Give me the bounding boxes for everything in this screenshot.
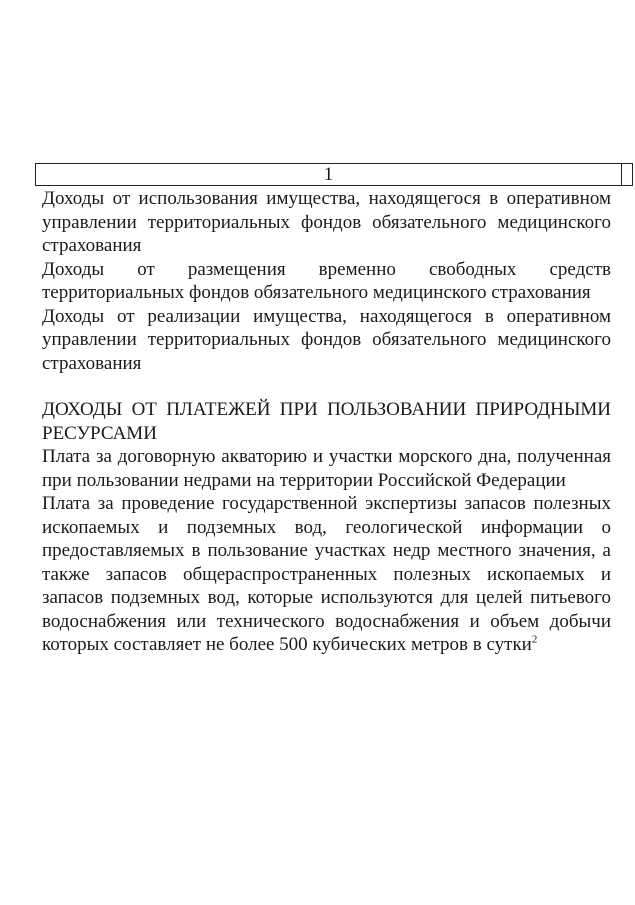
paragraph-expertise-fee: [42, 492, 611, 657]
document-body: [42, 187, 611, 657]
paragraph-expertise-fee-text: Плата за проведение государственной экспертизы запасов полезных ископаемых и подземных вод, геологической информации о предоставляемых в пользование участках недр местного значения, а также запасов общераспространенных полезных ископаемых и запасов подземных вод, которые используются для целей питьевого водоснабжения или технического водоснабжения и объем добычи которых составляет не более 500 кубических метров в сутки: [42, 493, 611, 655]
paragraph-income-temporary-funds: Доходы от размещения временно свободных средств территориальных фондов обязательного медицинского страхования: [42, 258, 611, 303]
paragraph-income-property-use: Доходы от использования имущества, находящегося в оперативном управлении территориальных фондов обязательного медицинского страхования: [42, 188, 611, 256]
footnote-mark: 2: [531, 633, 538, 646]
table-column-number: 1: [36, 164, 622, 185]
section-title: ДОХОДЫ ОТ ПЛАТЕЖЕЙ ПРИ ПОЛЬЗОВАНИИ ПРИРОДНЫМИ РЕСУРСАМИ: [42, 399, 611, 444]
paragraph-water-area-fee: Плата за договорную акваторию и участки морского дна, полученная при пользовании недрами на территории Российской Федерации: [42, 446, 611, 491]
paragraph-income-property-sale: Доходы от реализации имущества, находящегося в оперативном управлении территориальных фондов обязательного медицинского страхования: [42, 305, 611, 374]
table-header-row: [35, 163, 633, 186]
